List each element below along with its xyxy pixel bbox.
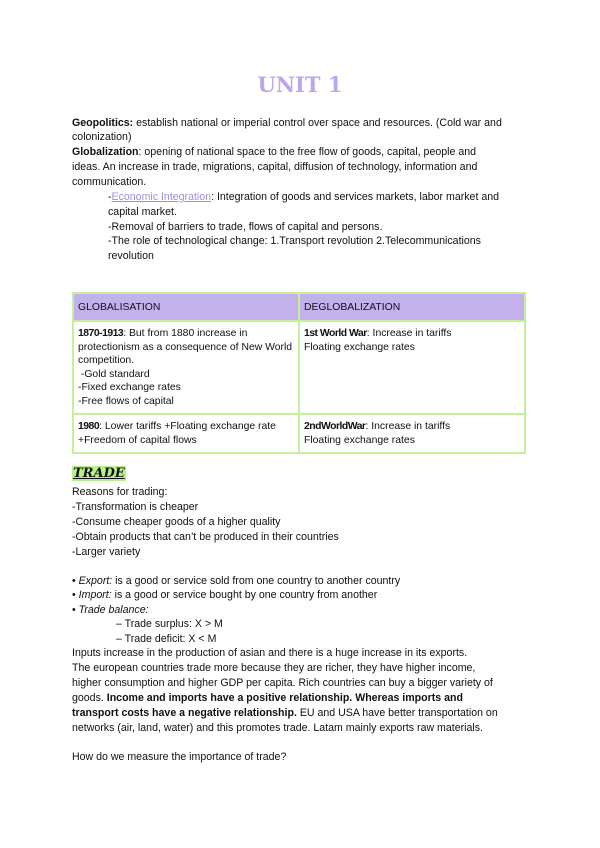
cell [73, 414, 299, 453]
bold: Income and imports have a positive relationship. Whereas imports and [106, 692, 463, 704]
text: is a good or service sold from one country to another country [112, 575, 401, 587]
list-item: -Larger variety [72, 546, 141, 558]
bullet-icon: • [72, 589, 76, 601]
page-title: UNIT 1 [257, 72, 343, 97]
text: Floating exchange rates [304, 434, 415, 446]
bullet-icon: • [72, 604, 76, 616]
text-line: -The role of technological change: 1.Transport revolution 2.Telecommunications [108, 235, 481, 247]
text-line: capital market. [108, 206, 177, 218]
cell [299, 414, 525, 453]
text-line: networks (air, land, water) and this promotes trade. Latam mainly exports raw materials. [72, 722, 483, 734]
bold: 1980 [78, 421, 100, 432]
trade-surplus: – Trade surplus: X > M [116, 618, 223, 630]
text: EU and USA have better transportation on [296, 707, 498, 719]
globalization-table [72, 292, 526, 454]
dash: - [108, 191, 112, 203]
text: : But from 1880 increase in protectionism as a consequence of New World competition. [78, 328, 293, 366]
text-line [72, 706, 498, 720]
cell [73, 321, 299, 414]
bold: transport costs have a negative relationship. [72, 707, 297, 719]
economic-integration-link[interactable]: Economic Integration [111, 191, 212, 203]
text: establish national or imperial control over space and resources. (Cold war and [133, 117, 502, 129]
term: Export: [78, 575, 113, 587]
term: Geopolitics: [72, 117, 134, 129]
globalization-line [72, 145, 476, 159]
text: : opening of national space to the free flow of goods, capital, people and [138, 146, 476, 158]
text-line: The european countries trade more because they are richer, they have higher income, [72, 662, 476, 674]
bold: 2ndWorldWar [304, 421, 366, 432]
bullet-export [72, 574, 400, 588]
text-line: -Removal of barriers to trade, flows of capital and persons. [108, 221, 383, 233]
text: goods. [72, 692, 107, 704]
item: -Gold standard [78, 368, 150, 380]
term: Import: [78, 589, 112, 601]
term: Globalization [72, 146, 139, 158]
bold: 1st World War [304, 328, 367, 339]
text: : Lower tariffs +Floating exchange rate +Freedom of capital flows [78, 421, 276, 446]
bullet-import [72, 588, 377, 602]
text-line [72, 691, 463, 705]
text: is a good or service bought by one country from another [111, 589, 378, 601]
text: : Integration of goods and services markets, labor market and [211, 191, 500, 203]
text-line: Inputs increase in the production of asian and there is a huge increase in its exports. [72, 647, 468, 659]
item: -Fixed exchange rates [78, 382, 181, 393]
term: Trade balance: [78, 604, 149, 616]
text: Floating exchange rates [304, 341, 415, 353]
text-line: ideas. An increase in trade, migrations, capital, diffusion of technology, information and [72, 161, 478, 173]
text-line: higher consumption and higher GDP per capita. Rich countries can buy a bigger variety of [72, 677, 493, 689]
geopolitics-line [72, 116, 502, 130]
text-line: revolution [108, 250, 154, 262]
bullet-icon: • [72, 575, 76, 587]
bullet-trade-balance [72, 603, 149, 617]
text-line: communication. [72, 176, 147, 188]
text-line: colonization) [72, 131, 132, 143]
text: : Increase in tariffs [365, 421, 451, 432]
bold: 1870-1913 [78, 328, 124, 339]
list-item: -Consume cheaper goods of a higher quality [72, 516, 281, 528]
header-deglobalization: DEGLOBALIZATION [299, 293, 525, 321]
list-item: -Transformation is cheaper [72, 501, 199, 513]
question: How do we measure the importance of trade? [72, 751, 287, 763]
economic-integration-line [108, 190, 499, 204]
trade-deficit: – Trade deficit: X < M [116, 633, 217, 645]
text: : Increase in tariffs [366, 328, 452, 339]
item: -Free flows of capital [78, 395, 174, 407]
cell [299, 321, 525, 414]
header-globalisation: GLOBALISATION [73, 293, 299, 321]
list-item: -Obtain products that can’t be produced in their countries [72, 531, 339, 543]
text-line: Reasons for trading: [72, 486, 168, 498]
trade-heading: TRADE [73, 466, 125, 481]
